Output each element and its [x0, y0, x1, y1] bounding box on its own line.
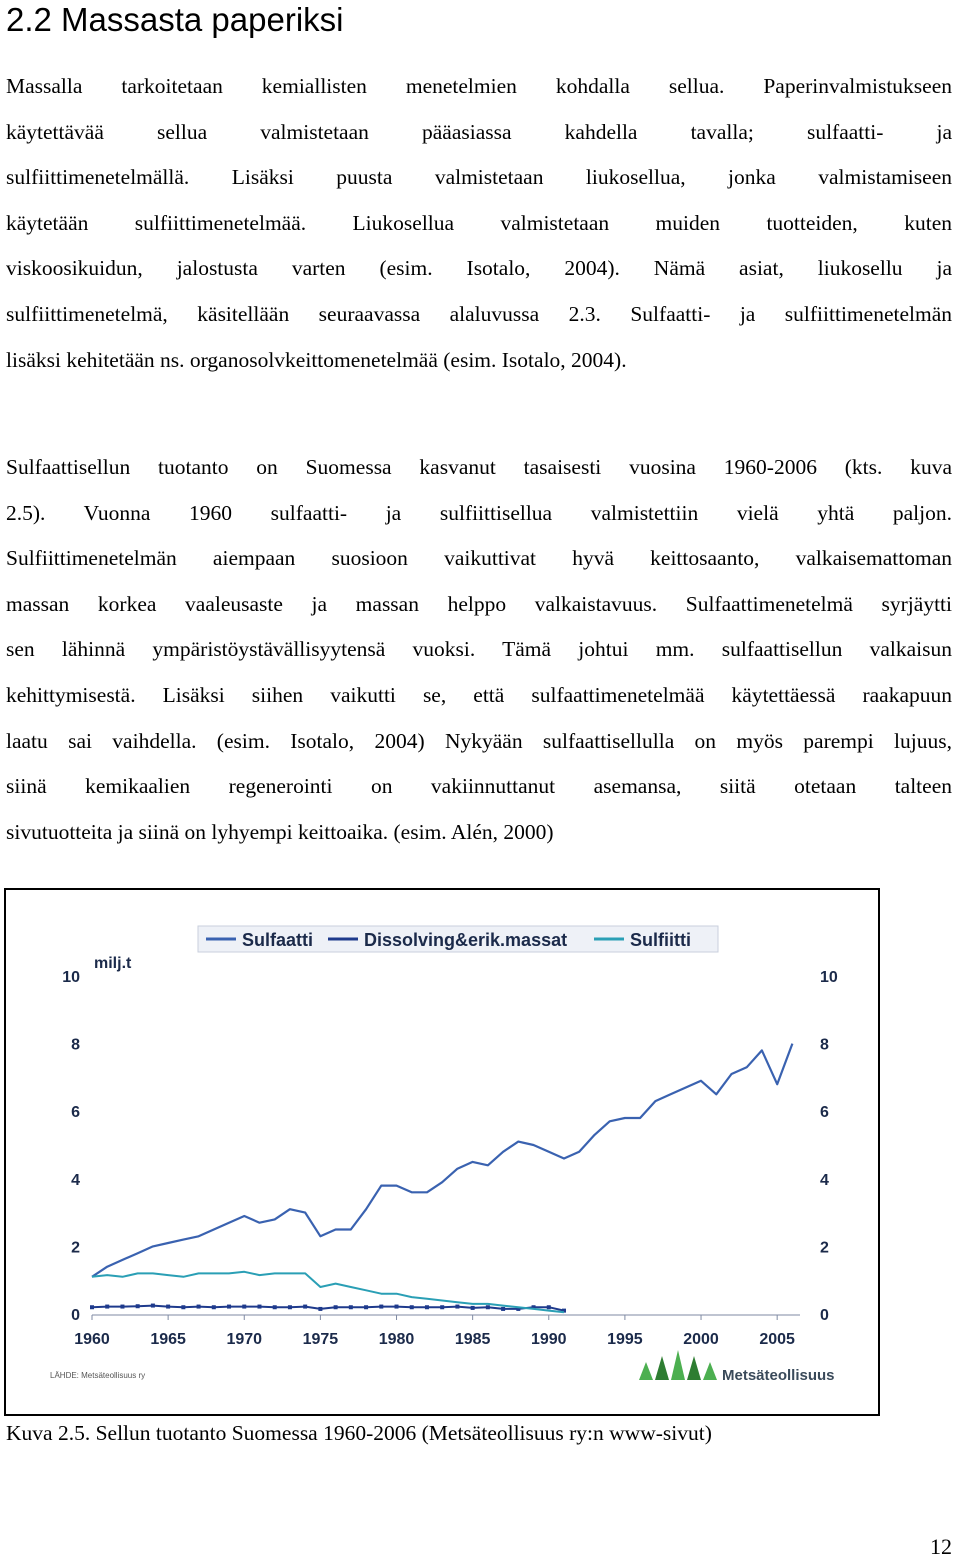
paragraph-line: siinä kemikaalien regenerointi on vakiinnuttanut asemansa, siitä otetaan talteen [6, 774, 952, 799]
data-point-marker [288, 1305, 292, 1309]
data-point-marker [136, 1304, 140, 1308]
paragraph-line: sivutuotteita ja siinä on lyhyempi keittoaika. (esim. Alén, 2000) [6, 819, 554, 844]
figure-caption: Kuva 2.5. Sellun tuotanto Suomessa 1960-2006 (Metsäteollisuus ry:n www-sivut) [6, 1421, 712, 1445]
y-tick-label-left: 8 [71, 1036, 80, 1054]
data-point-marker [379, 1305, 383, 1309]
x-tick-label: 1960 [74, 1331, 110, 1348]
source-note: LÄHDE: Metsäteollisuus ry [50, 1371, 146, 1380]
paragraph-line: Massalla tarkoitetaan kemiallisten menetelmien kohdalla sellua. Paperinvalmistukseen [6, 74, 952, 98]
data-point-marker [471, 1306, 475, 1310]
paragraph-line: käytetään sulfiittimenetelmää. Liukosellua valmistetaan muiden tuotteiden, kuten [6, 210, 952, 235]
data-point-marker [151, 1304, 155, 1308]
x-tick-label: 1965 [150, 1331, 186, 1348]
data-point-marker [501, 1307, 505, 1311]
data-point-marker [303, 1305, 307, 1309]
y-axis-unit-label: milj.t [94, 955, 132, 972]
paragraph-line: Sulfaattisellun tuotanto on Suomessa kasvanut tasaisesti vuosina 1960-2006 (kts. kuva [6, 455, 952, 479]
x-tick-label: 1985 [454, 1331, 491, 1348]
paragraph-line: sen lähinnä ympäristöystävällisyytensä vuoksi. Tämä johtui mm. sulfaattisellun valkaisun [6, 637, 952, 662]
data-point-marker [166, 1305, 170, 1309]
logo-tree-icon [639, 1362, 653, 1380]
data-point-marker [455, 1305, 459, 1309]
paragraph-line: viskoosikuidun, jalostusta varten (esim. Isotalo, 2004). Nämä asiat, liukosellu ja [6, 256, 952, 281]
data-point-marker [197, 1305, 201, 1309]
data-point-marker [257, 1305, 261, 1309]
y-tick-label-right: 8 [820, 1036, 829, 1054]
y-tick-label-right: 6 [820, 1104, 829, 1122]
paragraph-line: 2.5). Vuonna 1960 sulfaatti- ja sulfiittisellua valmistettiin vielä yhtä paljon. [6, 500, 952, 525]
data-point-marker [90, 1305, 94, 1309]
x-tick-label: 2005 [759, 1331, 795, 1348]
x-tick-label: 1975 [302, 1331, 339, 1348]
data-point-marker [120, 1305, 124, 1309]
data-point-marker [181, 1305, 185, 1309]
paragraph-2 [6, 445, 952, 855]
paragraph-line: käytettävää sellua valmistetaan pääasiassa kahdella tavalla; sulfaatti- ja [6, 119, 952, 144]
paragraph-line: Sulfiittimenetelmän aiempaan suosioon vaikuttivat hyvä keittosaanto, valkaisemattoman [6, 546, 952, 571]
data-point-marker [440, 1305, 444, 1309]
page-number: 12 [930, 1534, 952, 1559]
data-point-marker [105, 1305, 109, 1309]
logo-tree-icon [687, 1356, 701, 1380]
data-point-marker [318, 1307, 322, 1311]
legend-label: Dissolving&erik.massat [364, 930, 568, 950]
x-tick-label: 1995 [607, 1331, 643, 1348]
y-tick-label-right: 2 [820, 1239, 829, 1257]
data-point-marker [395, 1305, 399, 1309]
chart-figure [4, 888, 880, 1416]
y-tick-label-right: 0 [820, 1307, 829, 1324]
y-tick-label-right: 4 [820, 1171, 829, 1189]
y-tick-label-left: 10 [62, 969, 80, 986]
logo-tree-icon [703, 1362, 717, 1380]
data-point-marker [425, 1305, 429, 1309]
data-point-marker [227, 1305, 231, 1309]
y-tick-label-left: 6 [71, 1104, 80, 1122]
series-line-1 [92, 1044, 792, 1277]
paragraph-line: kehittymisestä. Lisäksi siihen vaikutti se, että sulfaattimenetelmää käytettäessä raakapuun [6, 682, 952, 707]
y-tick-label-left: 0 [71, 1307, 80, 1324]
paragraph-1 [6, 64, 952, 383]
x-tick-label: 1980 [378, 1331, 415, 1348]
legend-label: Sulfaatti [242, 930, 314, 950]
legend-label: Sulfiitti [630, 930, 691, 950]
y-tick-label-left: 2 [71, 1239, 80, 1257]
paragraph-line: lisäksi kehitetään ns. organosolvkeittomenetelmää (esim. Isotalo, 2004). [6, 347, 627, 372]
line-chart [6, 890, 878, 1414]
paragraph-line: laatu sai vaihdella. (esim. Isotalo, 2004) Nykyään sulfaattisellulla on myös parempi lujuus, [6, 728, 952, 753]
x-tick-label: 2000 [683, 1331, 719, 1348]
y-tick-label-left: 4 [71, 1171, 80, 1189]
data-point-marker [410, 1305, 414, 1309]
series-line-2 [92, 1306, 564, 1311]
data-point-marker [364, 1305, 368, 1309]
logo-tree-icon [655, 1356, 669, 1380]
x-tick-label: 1990 [530, 1331, 567, 1348]
paragraph-line: sulfiittimenetelmä, käsitellään seuraavassa alaluvussa 2.3. Sulfaatti- ja sulfiittimenetelmän [6, 301, 952, 326]
data-point-marker [349, 1305, 353, 1309]
data-point-marker [547, 1305, 551, 1309]
x-tick-label: 1970 [226, 1331, 263, 1348]
paragraph-line: sulfiittimenetelmällä. Lisäksi puusta valmistetaan liukosellua, jonka valmistamiseen [6, 165, 952, 190]
paragraph-line: massan korkea vaaleusaste ja massan helppo valkaistavuus. Sulfaattimenetelmä syrjäytti [6, 591, 952, 616]
data-point-marker [212, 1305, 216, 1309]
data-point-marker [242, 1305, 246, 1309]
section-heading: 2.2 Massasta paperiksi [6, 1, 344, 38]
logo-text: Metsäteollisuus [722, 1367, 835, 1384]
y-tick-label-right: 10 [820, 969, 838, 986]
data-point-marker [273, 1305, 277, 1309]
data-point-marker [486, 1305, 490, 1309]
logo-tree-icon [671, 1350, 685, 1380]
data-point-marker [334, 1305, 338, 1309]
